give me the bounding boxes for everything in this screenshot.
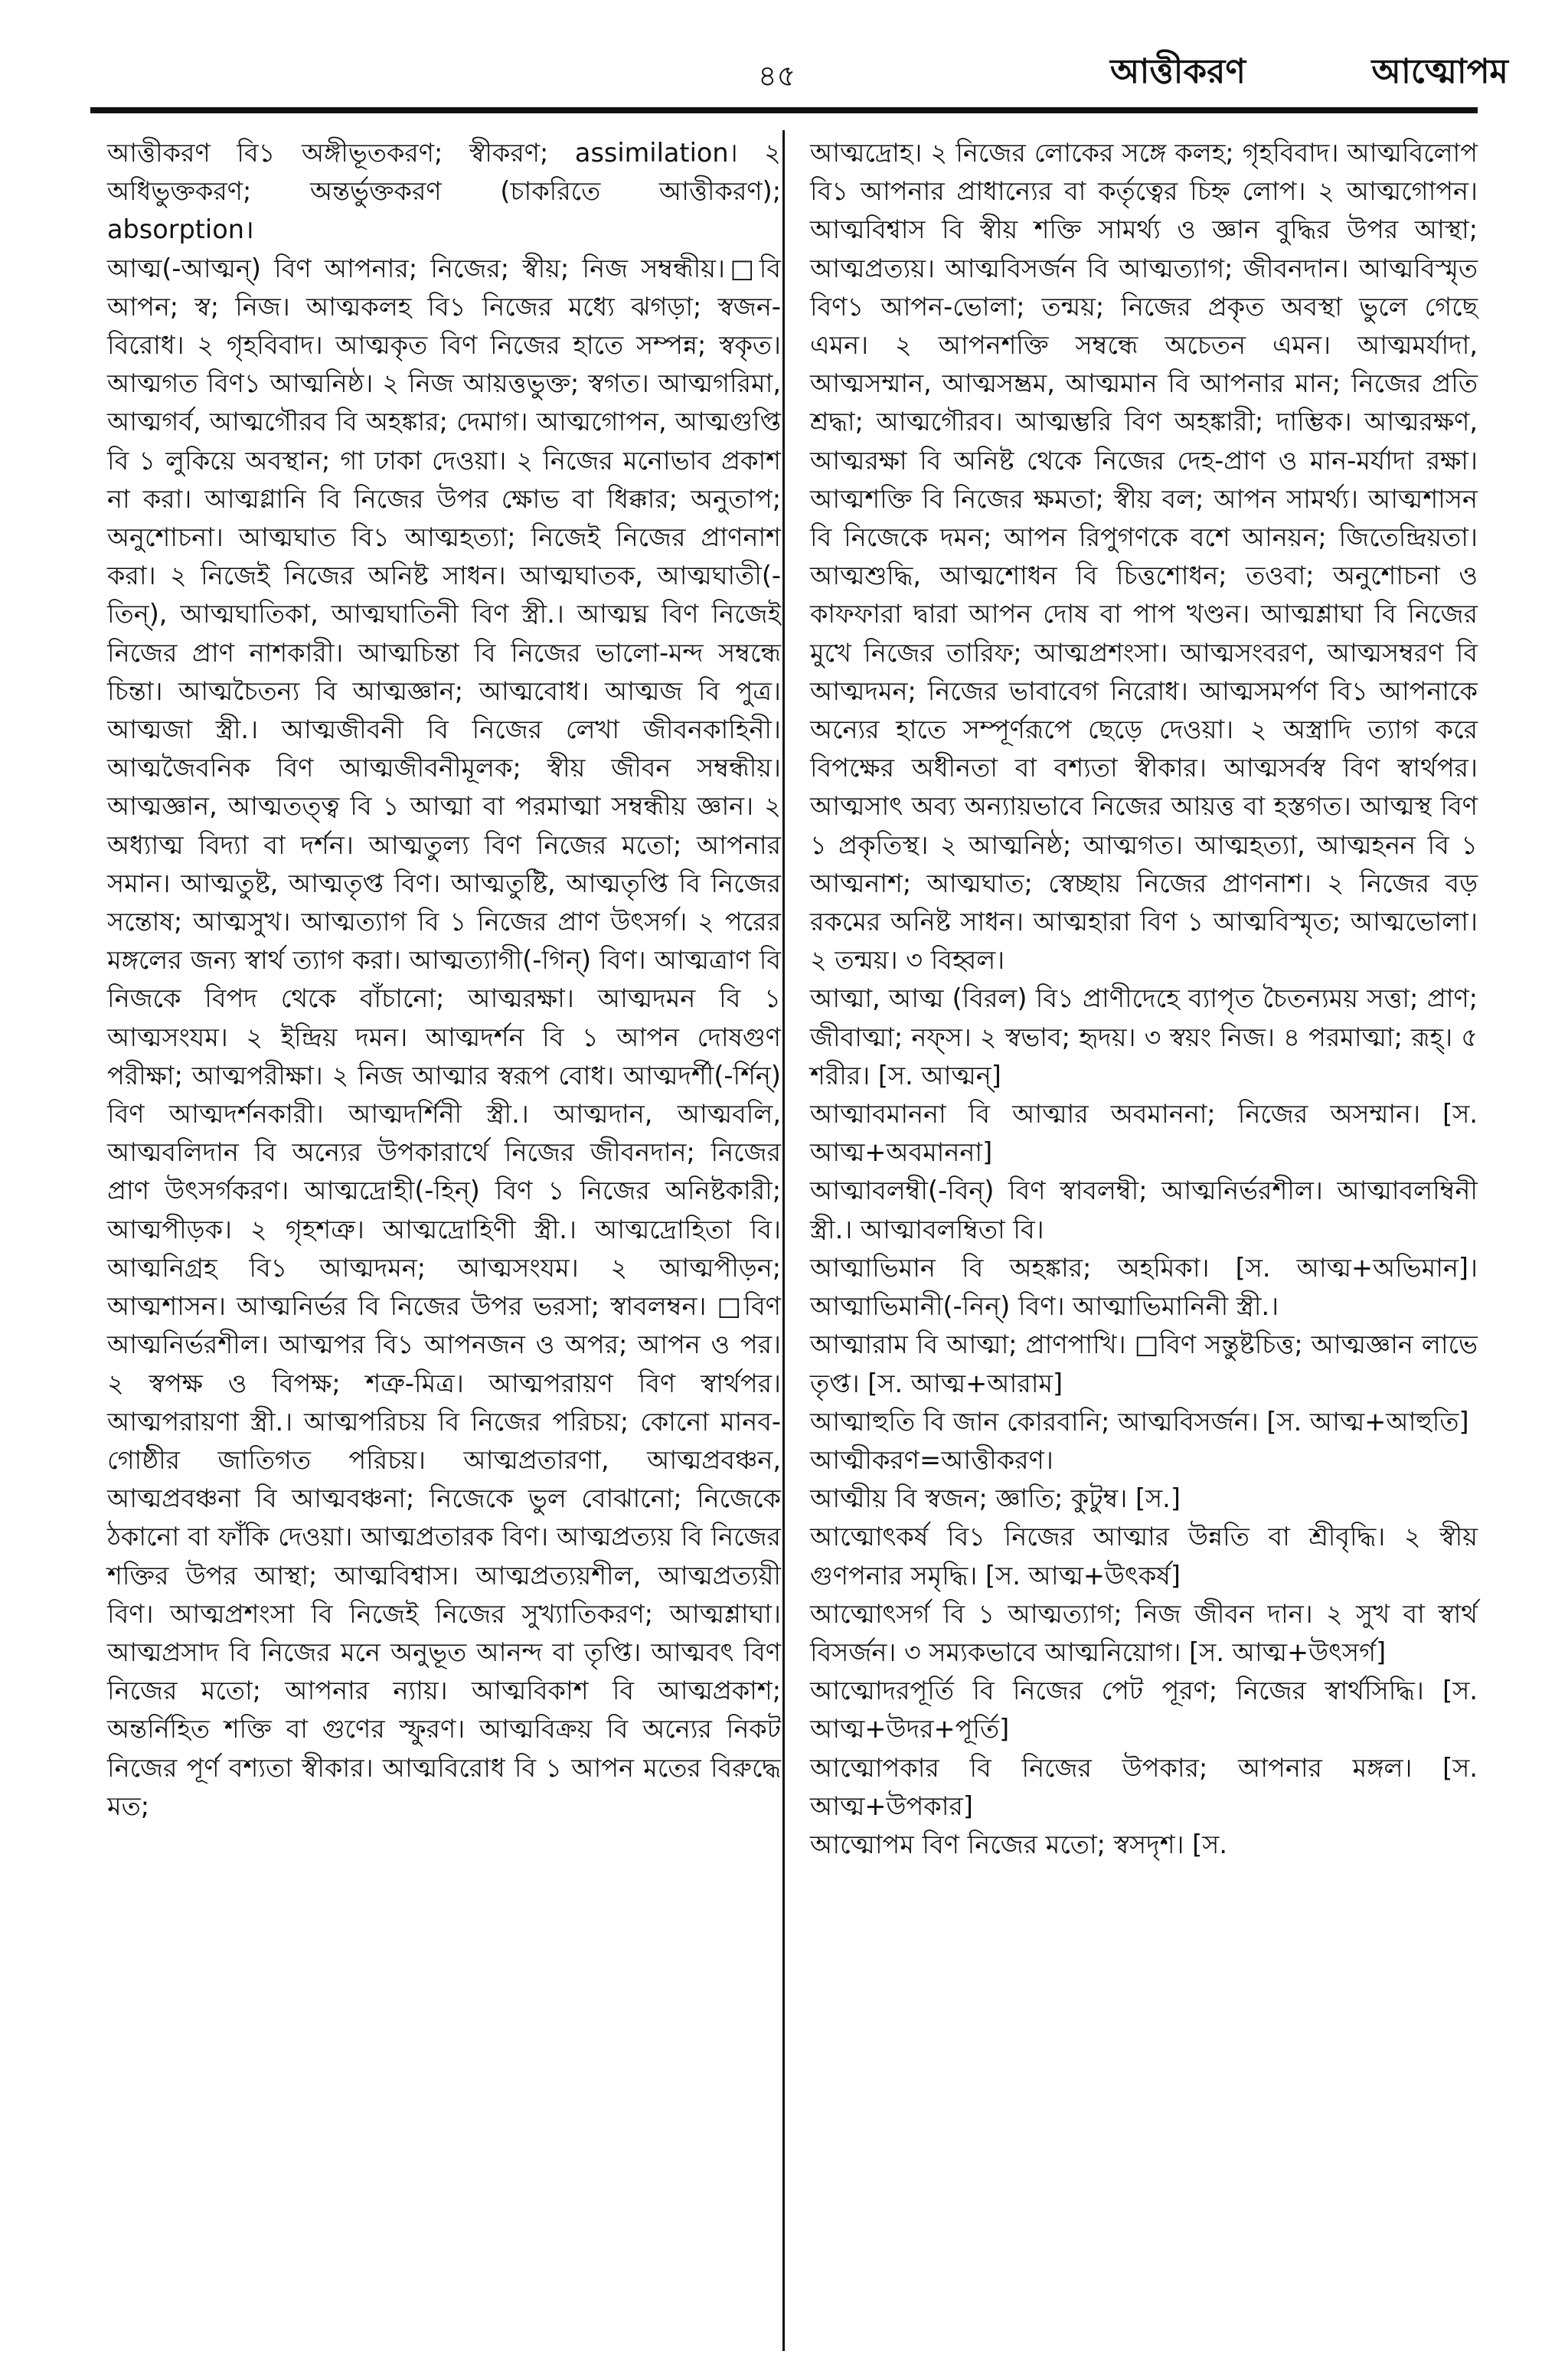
- entry: আত্মদ্রোহ। ২ নিজের লোকের সঙ্গে কলহ; গৃহবিবাদ। আত্মবিলোপ বি১ আপনার প্রাধান্যের বা কর্তৃত্বের চিহ্ন লোপ। ২ আত্মগোপন। আত্মবিশ্বাস বি স্বীয় শক্তি সামর্থ্য ও জ্ঞান বুদ্ধির উপর আস্থা; আত্মপ্রত্যয়। আত্মবিসর্জন বি আত্মত্যাগ; জীবনদান। আত্মবিস্মৃত বিণ১ আপন-ভোলা; তন্ময়; নিজের প্রকৃত অবস্থা ভুলে গেছে এমন। ২ আপনশক্তি সম্বন্ধে অচেতন এমন। আত্মমর্যাদা, আত্মসম্মান, আত্মসম্ভ্রম, আত্মমান বি আপনার মান; নিজের প্রতি শ্রদ্ধা; আত্মগৌরব। আত্মম্ভরি বিণ অহঙ্কারী; দাম্ভিক। আত্মরক্ষণ, আত্মরক্ষা বি অনিষ্ট থেকে নিজের দেহ-প্রাণ ও মান-মর্যাদা রক্ষা। আত্মশক্তি বি নিজের ক্ষমতা; স্বীয় বল; আপন সামর্থ্য। আত্মশাসন বি নিজেকে দমন; আপন রিপুগণকে বশে আনয়ন; জিতেন্দ্রিয়তা। আত্মশুদ্ধি, আত্মশোধন বি চিত্তশোধন; তওবা; অনুশোচনা ও কাফফারা দ্বারা আপন দোষ বা পাপ খণ্ডন। আত্মশ্লাঘা বি নিজের মুখে নিজের তারিফ; আত্মপ্রশংসা। আত্মসংবরণ, আত্মসম্বরণ বি আত্মদমন; নিজের ভাবাবেগ নিরোধ। আত্মসমর্পণ বি১ আপনাকে অন্যের হাতে সম্পূর্ণরূপে ছেড়ে দেওয়া। ২ অস্ত্রাদি ত্যাগ করে বিপক্ষের অধীনতা বা বশ্যতা স্বীকার। আত্মসর্বস্ব বিণ স্বার্থপর। আত্মসাৎ অব্য অন্যায়ভাবে নিজের আয়ত্ত বা হস্তগত। আত্মস্থ বিণ ১ প্রকৃতিস্থ। ২ আত্মনিষ্ঠ; আত্মগত। আত্মহত্যা, আত্মহনন বি ১ আত্মনাশ; আত্মঘাত; স্বেচ্ছায় নিজের প্রাণনাশ। ২ নিজের বড় রকমের অনিষ্ট সাধন। আত্মহারা বিণ ১ আত্মবিস্মৃত; আত্মভোলা। ২ তন্ময়। ৩ বিহ্বল।: [810, 138, 1478, 976]
- entry: আত্মোপকার বি নিজের উপকার; আপনার মঙ্গল। [স. আত্ম+উপকার]: [810, 1752, 1478, 1821]
- entry: আত্মা, আত্ম (বিরল) বি১ প্রাণীদেহে ব্যাপৃত চৈতন্যময় সত্তা; প্রাণ; জীবাত্মা; নফ্স। ২ স্বভাব; হৃদয়। ৩ স্বয়ং নিজ। ৪ পরমাত্মা; রূহ্। ৫ শরীর। [স. আত্মন্]: [810, 983, 1478, 1091]
- entry: আত্মোপম বিণ নিজের মতো; স্বসদৃশ। [স.: [810, 1829, 1228, 1859]
- column-divider: [782, 130, 785, 2351]
- entry: আত্মাবলম্বী(-বিন্) বিণ স্বাবলম্বী; আত্মনির্ভরশীল। আত্মাবলম্বিনী স্ত্রী.। আত্মাবলম্বিতা বি।: [810, 1176, 1478, 1244]
- entry: আত্মাবমাননা বি আত্মার অবমাননা; নিজের অসম্মান। [স. আত্ম+অবমাননা]: [810, 1099, 1478, 1168]
- left-column: [107, 134, 781, 1826]
- right-column: [810, 134, 1478, 1864]
- entry: আত্মোৎসর্গ বি ১ আত্মত্যাগ; নিজ জীবন দান। ২ সুখ বা স্বার্থ বিসর্জন। ৩ সম্যকভাবে আত্মনিয়োগ। [স. আত্ম+উৎসর্গ]: [810, 1598, 1478, 1667]
- entry: আত্মাহুতি বি জান কোরবানি; আত্মবিসর্জন। [স. আত্ম+আহুতি]: [810, 1406, 1469, 1437]
- entry: আত্ম(-আত্মন্) বিণ আপনার; নিজের; স্বীয়; নিজ সম্বন্ধীয়।□বি আপন; স্ব; নিজ। আত্মকলহ বি১ নিজের মধ্যে ঝগড়া; স্বজন-বিরোধ। ২ গৃহবিবাদ। আত্মকৃত বিণ নিজের হাতে সম্পন্ন; স্বকৃত। আত্মগত বিণ১ আত্মনিষ্ঠ। ২ নিজ আয়ত্তভুক্ত; স্বগত। আত্মগরিমা, আত্মগর্ব, আত্মগৌরব বি অহঙ্কার; দেমাগ। আত্মগোপন, আত্মগুপ্তি বি ১ লুকিয়ে অবস্থান; গা ঢাকা দেওয়া। ২ নিজের মনোভাব প্রকাশ না করা। আত্মগ্লানি বি নিজের উপর ক্ষোভ বা ধিক্কার; অনুতাপ; অনুশোচনা। আত্মঘাত বি১ আত্মহত্যা; নিজেই নিজের প্রাণনাশ করা। ২ নিজেই নিজের অনিষ্ট সাধন। আত্মঘাতক, আত্মঘাতী(-তিন্), আত্মঘাতিকা, আত্মঘাতিনী বিণ স্ত্রী.। আত্মঘ্ন বিণ নিজেই নিজের প্রাণ নাশকারী। আত্মচিন্তা বি নিজের ভালো-মন্দ সম্বন্ধে চিন্তা। আত্মচৈতন্য বি আত্মজ্ঞান; আত্মবোধ। আত্মজ বি পুত্র। আত্মজা স্ত্রী.। আত্মজীবনী বি নিজের লেখা জীবনকাহিনী। আত্মজৈবনিক বিণ আত্মজীবনীমূলক; স্বীয় জীবন সম্বন্ধীয়। আত্মজ্ঞান, আত্মতত্ত্ব বি ১ আত্মা বা পরমাত্মা সম্বন্ধীয় জ্ঞান। ২ অধ্যাত্ম বিদ্যা বা দর্শন। আত্মতুল্য বিণ নিজের মতো; আপনার সমান। আত্মতুষ্ট, আত্মতৃপ্ত বিণ। আত্মতুষ্টি, আত্মতৃপ্তি বি নিজের সন্তোষ; আত্মসুখ। আত্মত্যাগ বি ১ নিজের প্রাণ উৎসর্গ। ২ পরের মঙ্গলের জন্য স্বার্থ ত্যাগ করা। আত্মত্যাগী(-গিন্) বিণ। আত্মত্রাণ বি নিজকে বিপদ থেকে বাঁচানো; আত্মরক্ষা। আত্মদমন বি ১ আত্মসংযম। ২ ইন্দ্রিয় দমন। আত্মদর্শন বি ১ আপন দোষগুণ পরীক্ষা; আত্মপরীক্ষা। ২ নিজ আত্মার স্বরূপ বোধ। আত্মদর্শী(-র্শিন্) বিণ আত্মদর্শনকারী। আত্মদর্শিনী স্ত্রী.। আত্মদান, আত্মবলি, আত্মবলিদান বি অন্যের উপকারার্থে নিজের জীবনদান; নিজের প্রাণ উৎসর্গকরণ। আত্মদ্রোহী(-হিন্) বিণ ১ নিজের অনিষ্টকারী; আত্মপীড়ক। ২ গৃহশত্রু। আত্মদ্রোহিণী স্ত্রী.। আত্মদ্রোহিতা বি। আত্মনিগ্রহ বি১ আত্মদমন; আত্মসংযম। ২ আত্মপীড়ন; আত্মশাসন। আত্মনির্ভর বি নিজের উপর ভরসা; স্বাবলম্বন। □বিণ আত্মনির্ভরশীল। আত্মপর বি১ আপনজন ও অপর; আপন ও পর। ২ স্বপক্ষ ও বিপক্ষ; শত্রু-মিত্র। আত্মপরায়ণ বিণ স্বার্থপর। আত্মপরায়ণা স্ত্রী.। আত্মপরিচয় বি নিজের পরিচয়; কোনো মানব-গোষ্ঠীর জাতিগত পরিচয়। আত্মপ্রতারণা, আত্মপ্রবঞ্চন, আত্মপ্রবঞ্চনা বি আত্মবঞ্চনা; নিজেকে ভুল বোঝানো; নিজেকে ঠকানো বা ফাঁকি দেওয়া। আত্মপ্রতারক বিণ। আত্মপ্রত্যয় বি নিজের শক্তির উপর আস্থা; আত্মবিশ্বাস। আত্মপ্রত্যয়শীল, আত্মপ্রত্যয়ী বিণ। আত্মপ্রশংসা বি নিজেই নিজের সুখ্যাতিকরণ; আত্মশ্লাঘা। আত্মপ্রসাদ বি নিজের মনে অনুভূত আনন্দ বা তৃপ্তি। আত্মবৎ বিণ নিজের মতো; আপনার ন্যায়। আত্মবিকাশ বি আত্মপ্রকাশ; অন্তর্নিহিত শক্তি বা গুণের স্ফুরণ। আত্মবিক্রয় বি অন্যের নিকট নিজের পূর্ণ বশ্যতা স্বীকার। আত্মবিরোধ বি ১ আপন মতের বিরুদ্ধে মত;: [107, 253, 781, 1821]
- guide-words: [1110, 46, 1508, 102]
- entry: আত্মারাম বি আত্মা; প্রাণপাখি। □বিণ সন্তুষ্টচিত্ত; আত্মজ্ঞান লাভে তৃপ্ত। [স. আত্ম+আরাম]: [810, 1329, 1478, 1398]
- entry: আত্মাভিমান বি অহঙ্কার; অহমিকা। [স. আত্ম+অভিমান]। আত্মাভিমানী(-নিন্) বিণ। আত্মাভিমানিনী স্ত্রী.।: [810, 1252, 1478, 1322]
- header-rule: [90, 107, 1478, 113]
- entry: আত্মোদরপূর্তি বি নিজের পেট পূরণ; নিজের স্বার্থসিদ্ধি। [স. আত্ম+উদর+পূর্তি]: [810, 1676, 1478, 1745]
- entry: আত্মীকরণ=আত্তীকরণ।: [810, 1444, 1054, 1475]
- guide-word-first: আত্তীকরণ: [1110, 52, 1246, 91]
- entry: আত্মোৎকর্ষ বি১ নিজের আত্মার উন্নতি বা শ্রীবৃদ্ধি। ২ স্বীয় গুণপনার সমৃদ্ধি। [স. আত্ম+উৎকর্ষ]: [810, 1522, 1478, 1591]
- entry: আত্মীয় বি স্বজন; জ্ঞাতি; কুটুম্ব। [স.]: [810, 1483, 1181, 1514]
- entry: আত্তীকরণ বি১ অঙ্গীভূতকরণ; স্বীকরণ; assimilation। ২ অধিভুক্তকরণ; অন্তর্ভুক্তকরণ (চাকরিতে আত্তীকরণ); absorption।: [107, 138, 781, 245]
- page-number: ৪৫: [758, 59, 796, 93]
- guide-word-last: আত্মোপম: [1371, 52, 1508, 91]
